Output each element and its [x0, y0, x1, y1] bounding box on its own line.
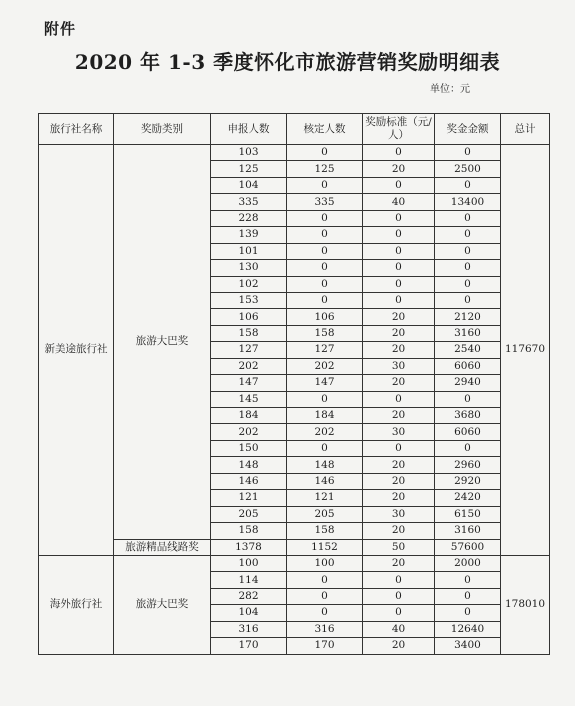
approved-count-cell: 146 — [287, 473, 363, 489]
header-approved: 核定人数 — [287, 114, 363, 145]
header-category: 奖励类别 — [114, 114, 211, 145]
declared-count-cell: 335 — [211, 194, 287, 210]
declared-count-cell: 202 — [211, 424, 287, 440]
approved-count-cell: 147 — [287, 375, 363, 391]
group-total-cell: 178010 — [501, 555, 550, 654]
approved-count-cell: 335 — [287, 194, 363, 210]
reward-standard-cell: 20 — [363, 342, 435, 358]
reward-standard-cell: 20 — [363, 325, 435, 341]
declared-count-cell: 205 — [211, 506, 287, 522]
table-row — [39, 555, 550, 571]
approved-count-cell: 106 — [287, 309, 363, 325]
reward-amount-cell: 3160 — [435, 325, 501, 341]
reward-standard-cell: 0 — [363, 440, 435, 456]
declared-count-cell: 158 — [211, 325, 287, 341]
reward-standard-cell: 0 — [363, 243, 435, 259]
reward-standard-cell: 40 — [363, 621, 435, 637]
declared-count-cell: 228 — [211, 210, 287, 226]
reward-standard-cell: 20 — [363, 309, 435, 325]
approved-count-cell: 202 — [287, 358, 363, 374]
reward-standard-cell: 20 — [363, 490, 435, 506]
reward-standard-cell: 50 — [363, 539, 435, 555]
reward-amount-cell: 2420 — [435, 490, 501, 506]
reward-standard-cell: 20 — [363, 473, 435, 489]
declared-count-cell: 130 — [211, 260, 287, 276]
declared-count-cell: 139 — [211, 227, 287, 243]
declared-count-cell: 153 — [211, 292, 287, 308]
approved-count-cell: 316 — [287, 621, 363, 637]
reward-amount-cell: 2500 — [435, 161, 501, 177]
reward-amount-cell: 2540 — [435, 342, 501, 358]
approved-count-cell: 0 — [287, 440, 363, 456]
reward-standard-cell: 0 — [363, 210, 435, 226]
table-row — [39, 539, 550, 555]
reward-standard-cell: 0 — [363, 177, 435, 193]
declared-count-cell: 121 — [211, 490, 287, 506]
reward-amount-cell: 0 — [435, 145, 501, 161]
declared-count-cell: 158 — [211, 523, 287, 539]
declared-count-cell: 106 — [211, 309, 287, 325]
header-agency: 旅行社名称 — [39, 114, 114, 145]
reward-amount-cell: 6060 — [435, 358, 501, 374]
approved-count-cell: 0 — [287, 391, 363, 407]
reward-amount-cell: 0 — [435, 292, 501, 308]
declared-count-cell: 316 — [211, 621, 287, 637]
reward-amount-cell: 6150 — [435, 506, 501, 522]
attachment-label: 附件 — [44, 20, 77, 38]
reward-standard-cell: 0 — [363, 145, 435, 161]
approved-count-cell: 148 — [287, 457, 363, 473]
approved-count-cell: 0 — [287, 177, 363, 193]
approved-count-cell: 121 — [287, 490, 363, 506]
page-title: 2020 年 1-3 季度怀化市旅游营销奖励明细表 — [74, 50, 501, 74]
approved-count-cell: 0 — [287, 292, 363, 308]
reward-amount-cell: 0 — [435, 210, 501, 226]
approved-count-cell: 184 — [287, 408, 363, 424]
reward-standard-cell: 0 — [363, 605, 435, 621]
reward-standard-cell: 0 — [363, 227, 435, 243]
declared-count-cell: 101 — [211, 243, 287, 259]
reward-amount-cell: 57600 — [435, 539, 501, 555]
reward-amount-cell: 0 — [435, 572, 501, 588]
approved-count-cell: 0 — [287, 260, 363, 276]
approved-count-cell: 0 — [287, 227, 363, 243]
reward-table — [38, 113, 550, 655]
declared-count-cell: 184 — [211, 408, 287, 424]
declared-count-cell: 145 — [211, 391, 287, 407]
declared-count-cell: 114 — [211, 572, 287, 588]
reward-standard-cell: 0 — [363, 260, 435, 276]
reward-standard-cell: 20 — [363, 375, 435, 391]
reward-standard-cell: 0 — [363, 292, 435, 308]
reward-amount-cell: 0 — [435, 605, 501, 621]
reward-amount-cell: 0 — [435, 177, 501, 193]
approved-count-cell: 0 — [287, 145, 363, 161]
reward-standard-cell: 40 — [363, 194, 435, 210]
approved-count-cell: 0 — [287, 605, 363, 621]
declared-count-cell: 1378 — [211, 539, 287, 555]
approved-count-cell: 170 — [287, 638, 363, 654]
reward-standard-cell: 30 — [363, 506, 435, 522]
reward-amount-cell: 0 — [435, 227, 501, 243]
header-declared: 申报人数 — [211, 114, 287, 145]
group-total-cell: 117670 — [501, 145, 550, 556]
declared-count-cell: 150 — [211, 440, 287, 456]
approved-count-cell: 0 — [287, 588, 363, 604]
reward-amount-cell: 3160 — [435, 523, 501, 539]
declared-count-cell: 146 — [211, 473, 287, 489]
declared-count-cell: 147 — [211, 375, 287, 391]
reward-amount-cell: 0 — [435, 260, 501, 276]
approved-count-cell: 0 — [287, 210, 363, 226]
reward-amount-cell: 13400 — [435, 194, 501, 210]
reward-standard-cell: 20 — [363, 161, 435, 177]
reward-standard-cell: 0 — [363, 391, 435, 407]
reward-amount-cell: 2000 — [435, 555, 501, 571]
reward-standard-cell: 0 — [363, 276, 435, 292]
reward-standard-cell: 0 — [363, 588, 435, 604]
agency-name-cell: 海外旅行社 — [39, 555, 114, 654]
approved-count-cell: 0 — [287, 572, 363, 588]
approved-count-cell: 202 — [287, 424, 363, 440]
reward-amount-cell: 0 — [435, 440, 501, 456]
declared-count-cell: 170 — [211, 638, 287, 654]
reward-standard-cell: 20 — [363, 638, 435, 654]
declared-count-cell: 202 — [211, 358, 287, 374]
reward-amount-cell: 3400 — [435, 638, 501, 654]
reward-standard-cell: 20 — [363, 523, 435, 539]
header-amount: 奖金金额 — [435, 114, 501, 145]
header-total: 总计 — [501, 114, 550, 145]
unit-label: 单位：元 — [430, 84, 470, 95]
declared-count-cell: 282 — [211, 588, 287, 604]
reward-amount-cell: 2960 — [435, 457, 501, 473]
declared-count-cell: 103 — [211, 145, 287, 161]
reward-standard-cell: 30 — [363, 424, 435, 440]
declared-count-cell: 125 — [211, 161, 287, 177]
reward-amount-cell: 0 — [435, 243, 501, 259]
reward-standard-cell: 0 — [363, 572, 435, 588]
declared-count-cell: 148 — [211, 457, 287, 473]
reward-amount-cell: 3680 — [435, 408, 501, 424]
approved-count-cell: 125 — [287, 161, 363, 177]
table-row — [39, 145, 550, 161]
category-cell: 旅游大巴奖 — [114, 145, 211, 540]
approved-count-cell: 1152 — [287, 539, 363, 555]
reward-standard-cell: 20 — [363, 408, 435, 424]
declared-count-cell: 104 — [211, 605, 287, 621]
category-cell: 旅游大巴奖 — [114, 555, 211, 654]
declared-count-cell: 102 — [211, 276, 287, 292]
header-standard: 奖励标准（元/人） — [363, 114, 435, 145]
approved-count-cell: 127 — [287, 342, 363, 358]
reward-amount-cell: 0 — [435, 588, 501, 604]
approved-count-cell: 205 — [287, 506, 363, 522]
declared-count-cell: 104 — [211, 177, 287, 193]
reward-amount-cell: 0 — [435, 391, 501, 407]
approved-count-cell: 158 — [287, 523, 363, 539]
reward-amount-cell: 12640 — [435, 621, 501, 637]
approved-count-cell: 100 — [287, 555, 363, 571]
reward-amount-cell: 2920 — [435, 473, 501, 489]
reward-amount-cell: 2940 — [435, 375, 501, 391]
agency-name-cell: 新美途旅行社 — [39, 145, 114, 556]
declared-count-cell: 127 — [211, 342, 287, 358]
table-body — [39, 145, 550, 655]
approved-count-cell: 0 — [287, 243, 363, 259]
reward-standard-cell: 20 — [363, 555, 435, 571]
reward-amount-cell: 0 — [435, 276, 501, 292]
reward-standard-cell: 20 — [363, 457, 435, 473]
reward-standard-cell: 30 — [363, 358, 435, 374]
header-row — [39, 114, 550, 145]
reward-amount-cell: 2120 — [435, 309, 501, 325]
reward-amount-cell: 6060 — [435, 424, 501, 440]
declared-count-cell: 100 — [211, 555, 287, 571]
approved-count-cell: 158 — [287, 325, 363, 341]
category-cell: 旅游精品线路奖 — [114, 539, 211, 555]
approved-count-cell: 0 — [287, 276, 363, 292]
